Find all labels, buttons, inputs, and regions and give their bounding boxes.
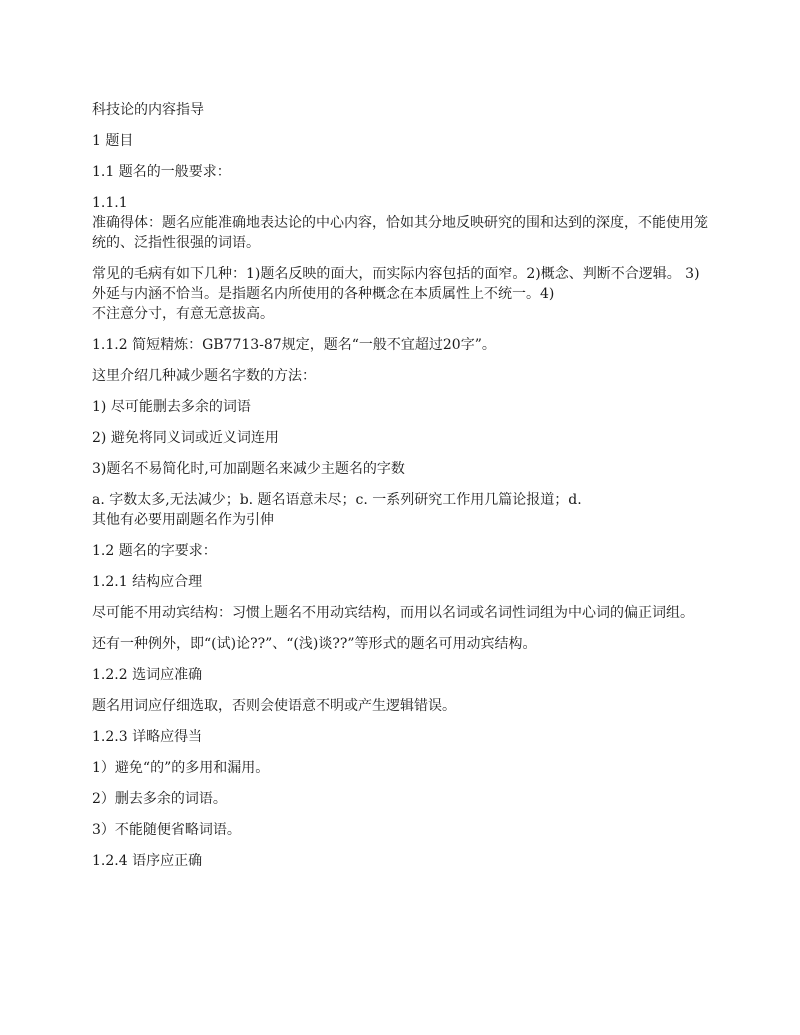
subsection-heading: 1.2 题名的字要求：: [92, 543, 217, 559]
subsection-heading: 1.1.2 简短精炼：GB7713-87规定，题名“一般不宜超过20字”。: [92, 337, 496, 353]
subsection-heading: 1.2.4 语序应正确: [92, 853, 203, 869]
document-title: 科技论的内容指导: [92, 102, 204, 118]
subsection-heading: 1.2.3 详略应得当: [92, 729, 203, 745]
list-item: 3）不能随便省略词语。: [92, 822, 241, 838]
section-heading: 1 题目: [92, 133, 134, 149]
list-item: 2) 避免将同义词或近义词连用: [92, 430, 279, 446]
body-paragraph: 还有一种例外，即“(试)论??”、“(浅)谈??”等形式的题名可用动宾结构。: [92, 636, 537, 652]
body-paragraph: a. 字数太多,无法减少；b. 题名语意未尽；c. 一系列研究工作用几篇论报道；d. 其他有必要用副题名作为引伸: [92, 492, 582, 528]
body-paragraph: 常见的毛病有如下几种：1)题名反映的面大，而实际内容包括的面窄。2)概念、判断不合逻辑。 3)外延与内涵不恰当。是指题名内所使用的各种概念在本质属性上不统一。4) 不注意分寸，有意无意拔高。: [92, 266, 700, 322]
list-item: 3)题名不易简化时,可加副题名来减少主题名的字数: [92, 461, 405, 477]
subsection-heading: 1.2.2 选词应准确: [92, 667, 203, 683]
subsection-heading: 1.2.1 结构应合理: [92, 574, 203, 590]
list-item: 1）避免“的”的多用和漏用。: [92, 760, 270, 776]
list-item: 1) 尽可能删去多余的词语: [92, 399, 251, 415]
document-body: [92, 100, 712, 882]
body-paragraph: 题名用词应仔细选取，否则会使语意不明或产生逻辑错误。: [92, 698, 456, 714]
body-paragraph: 这里介绍几种减少题名字数的方法：: [92, 368, 316, 384]
body-paragraph: 1.1.1 准确得体：题名应能准确地表达论的中心内容，恰如其分地反映研究的围和达到的深度，不能使用笼统的、泛指性很强的词语。: [92, 195, 708, 251]
list-item: 2）删去多余的词语。: [92, 791, 227, 807]
subsection-heading: 1.1 题名的一般要求：: [92, 164, 231, 180]
body-paragraph: 尽可能不用动宾结构：习惯上题名不用动宾结构，而用以名词或名词性词组为中心词的偏正词组。: [92, 605, 694, 621]
